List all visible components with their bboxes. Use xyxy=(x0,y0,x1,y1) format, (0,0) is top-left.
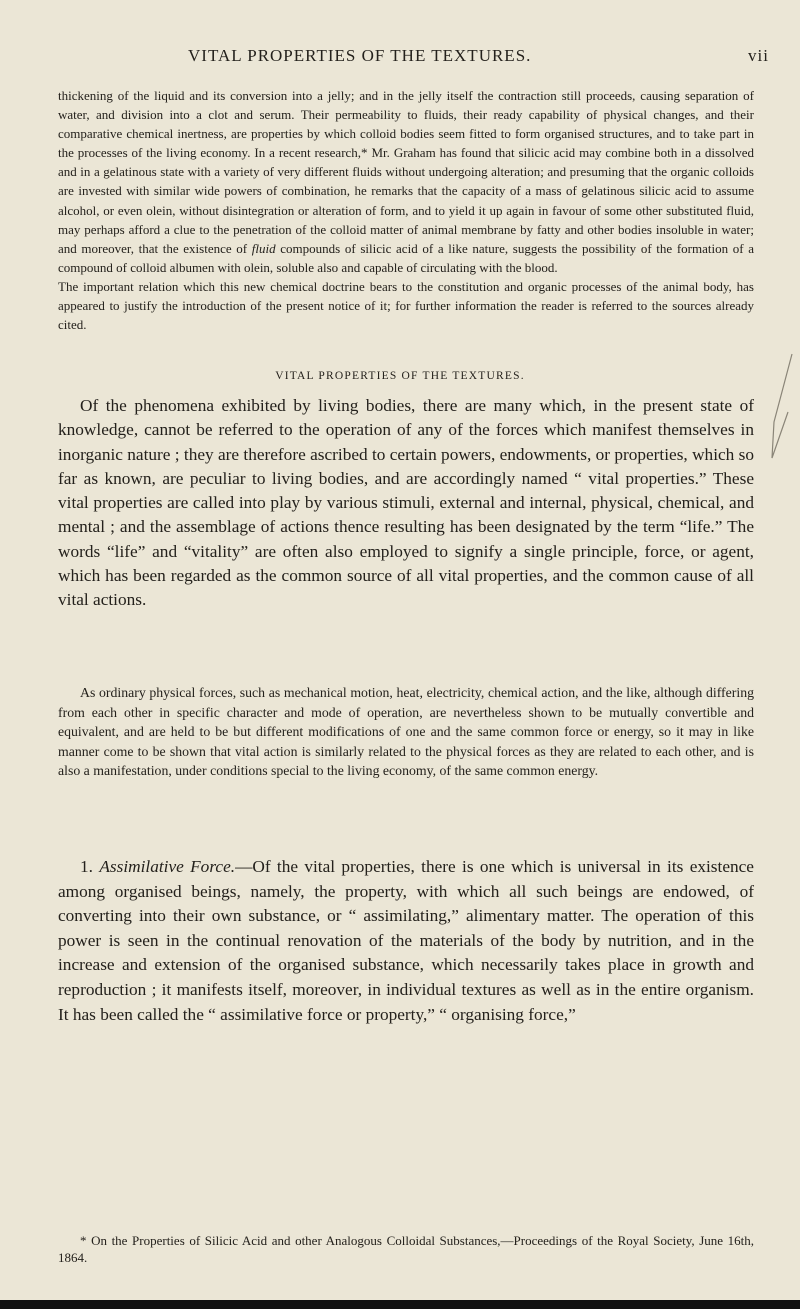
vital-paragraph-1: Of the phenomena exhibited by living bodies, there are many which, in the present state of knowledge, cannot be referred to the operation of any of the forces which manifest themselves in inorganic nature ; they are therefore ascribed to certain powers, endowments, or properties, which so far as known, are peculiar to living bodies, and are accordingly named “ vital properties.” These vital properties are called into play by various stimuli, external and internal, physical, chemical, and mental ; and the assemblage of actions thence resulting has been designated by the term “life.” The words “life” and “vitality” are often also employed to signify a single principle, force, or agent, which has been regarded as the common source of all vital properties, and the common cause of all vital actions. xyxy=(58,396,754,610)
colloid-paragraph-2: The important relation which this new chemical doctrine bears to the constitution and organic processes of the animal body, has appeared to justify the introduction of the present notice of it; for further information the reader is referred to the sources already cited. xyxy=(58,278,754,333)
vital-paragraph-3: 1. Assimilative Force.—Of the vital properties, there is one which is universal in its existence among organised beings, namely, the property, with which all such beings are endowed, of converting into their own substance, or “ assimilating,” alimentary matter. The operation of this power is seen in the continual renovation of the materials of the body by nutrition, and in the increase and extension of the organised substance, which necessarily takes place in growth and reproduction ; it manifests itself, moreover, in individual textures as well as in the entire organism. It has been called the “ assimilative force or property,” “ organising force,” xyxy=(58,857,754,1024)
colloid-paragraph-1: thickening of the liquid and its conversion into a jelly; and in the jelly itself the contraction still proceeds, causing separation of water, and division into a clot and serum. Their permeability to fluids, their ready capability of physical changes, and their comparative chemical inertness, are properties by which colloid bodies seem fitted to form organised structures, and to take part in the processes of the living economy. In a recent research,* Mr. Graham has found that silicic acid may combine both in a dissolved and in a gelatinous state with a variety of very different fluids without undergoing alteration; and presuming that the organic colloids are invested with similar wide powers of combination, he remarks that the capacity of a mass of gelatinous silicic acid to assume alcohol, or even olein, without disintegration or alteration of form, and to yield it up again in favour of some other substituted fluid, may perhaps afford a clue to the penetration of the colloid matter of animal membrane by fatty and other bodies insoluble in water; and moreover, that the existence of fluid compounds of silicic acid of a like nature, suggests the possibility of the formation of a compound of colloid albumen with olein, soluble also and capable of circulating with the blood. xyxy=(58,88,754,275)
vital-properties-intro xyxy=(58,394,754,613)
vital-paragraph-2: As ordinary physical forces, such as mechanical motion, heat, electricity, chemical action, and the like, although differing from each other in specific character and mode of operation, are nevertheless shown to be mutually convertible and equivalent, and are held to be but different modifications of one and the same common force or energy, so it may in like manner come to be shown that vital action is similarly related to the physical forces as they are related to each other, and is also a manifestation, under conditions special to the living economy, of the same common energy. xyxy=(58,685,754,779)
running-title: VITAL PROPERTIES OF THE TEXTURES. xyxy=(188,46,532,65)
page-number: vii xyxy=(748,46,769,65)
section-heading: VITAL PROPERTIES OF THE TEXTURES. xyxy=(275,370,525,382)
physical-forces-paragraph xyxy=(58,683,754,781)
footnote xyxy=(58,1232,754,1266)
fluid-emphasis: fluid xyxy=(251,240,276,256)
pencil-bracket-mark xyxy=(770,350,794,460)
assimilative-force-section xyxy=(58,855,754,1027)
assimilative-force-term: Assimilative Force. xyxy=(99,857,236,876)
scan-edge xyxy=(0,1300,800,1309)
footnote-text: * On the Properties of Silicic Acid and other Analogous Colloidal Substances,—Proceedings of the Royal Society, June 16th, 1864. xyxy=(58,1233,754,1265)
colloid-notice xyxy=(58,86,754,334)
